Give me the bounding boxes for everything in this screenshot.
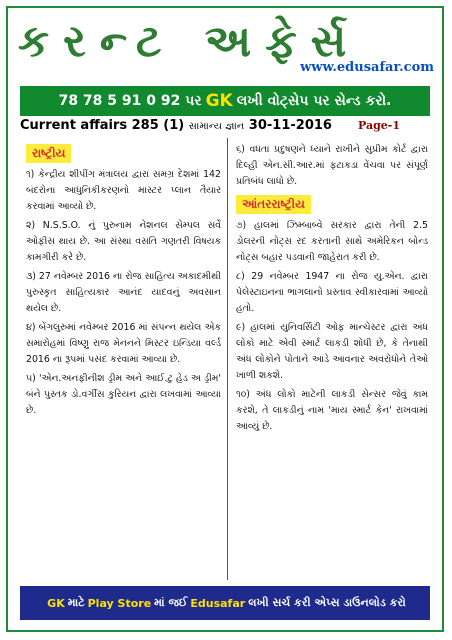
whatsapp-banner [20,86,430,116]
ca-date: 30-11-2016 [248,118,332,133]
ca-number: Current affairs 285 (1) [20,118,185,133]
meta-row [20,116,430,138]
banner-text-before: 78 78 5 91 0 92 પર [58,93,202,109]
page-number: Page-1 [357,119,400,132]
news-item: ૨) N.S.S.O. નું પુરુનામ નેશનલ સેમ્પલ સર્વે ઓફીસ થાય છે. આ સંસ્થા વસતિ ગણતરી વિષયક કામગીરી કરે છે. [26,220,221,263]
news-item: ૩) 27 નવેમ્બર 2016 ના રોજ સાહિત્ય અકાદમીથી પુરુસ્કૃત સાહિત્યકાર આનંદ યાદવનું અવસાન થયેલ છે. [26,271,221,314]
banner-gk: GK [205,91,233,111]
ca-subject: સામાન્ય જ્ઞાન [188,121,245,132]
website-link[interactable]: www.edusafar.com [300,60,434,75]
left-column [20,138,228,580]
national-heading: રાષ્ટ્રીય [26,144,71,163]
news-item: ૯) હાલમાં યુનિવર્સિટી ઓફ માન્ચેસ્ટર દ્વારા અંધ લોકો માટે એવી સ્માર્ટ લાકડી શોધી છે, કે તેનાથી અંધ લોકોને પોતાને આડે આવનાર અવરોધોને તેઓ ખાળી શકશે. [236,322,428,381]
news-item: ૧) કેન્દ્રીય શીપીંગ મંત્રાલય દ્વારા સમગ્ર દેશમાં 142 બંદરોના આધુનિકીકરણનો માસ્ટર પ્લાન તૈયાર કરવામાં આવ્યો છે. [26,169,221,212]
news-item: ૬) વધતા પ્રદુષણને ધ્યાને રાખીને સુપ્રીમ કોર્ટ દ્વારા દિલ્હી એન.સી.આર.માં ફટાકડા વેંચવા પર સંપૂર્ણ પ્રતિબંધ લાધો છે. [236,144,428,187]
footer-banner[interactable] [20,586,430,620]
footer-text-1: માટે [67,596,85,609]
news-item: ૧૦) અંધ લોકો માટેની લાકડી સેન્સર જેવું કામ કરશે, તે લાકડીનું નામ 'માય સ્માર્ટ કેન' રાખવામાં આવ્યું છે. [236,389,428,432]
news-item: ૮) 29 નવેમ્બર 1947 ના રોજ યુ.એન. દ્વારા પેલેસ્ટાઇનના ભાગલાનો પ્રસ્તાવ સ્વીકારવામાં આવ્યો હતો. [236,271,428,314]
news-item: ૫) 'એન.અનફીનીશ ડ્રીમ અને આઈ.ટુ હેડ અ ડ્રીમ' બંને પુસ્તક ડો.વર્ગીસ કુરિયન દ્વારા લખવામાં આવ્યા છે. [26,373,221,416]
page-title: કરન્ટ અફેર્સ [18,16,361,67]
news-item: ૭) હાલમાં ઝિમ્બાબ્વે સરકાર દ્વારા તેની 2.5 ડોલરની નોટ્સ રદ કરતાની સાથે અમેરિકન બોન્ડ નોટ્સ બહાર પડવાની જાહેરાત કરી છે. [236,220,428,263]
current-affairs-label [20,118,332,133]
news-item: ૪) બેંગલુરુમાં નવેમ્બર 2016 માં સંપન્ન થયેલ એક સમારોહમાં વિષ્ણુ રાજ મેનનને મિસ્ટર ઇન્ડિયા વર્લ્ડ 2016 ના રૂપમાં પસંદ કરવામાં આવ્યા છે. [26,322,221,365]
international-heading: આંતરરાષ્ટ્રીય [236,195,311,214]
banner-text-after: લખી વોટ્સેપ પર સેન્ડ કરો. [236,93,392,109]
right-column [230,138,434,580]
footer-text-2: માં જઈ [154,596,188,609]
footer-play-store: Play Store [87,596,152,610]
footer-gk: GK [47,596,65,610]
footer-text-3: લખી સર્ચ કરી એપ્સ ડાઉનલોડ કરો [248,596,406,609]
page-frame [6,6,444,632]
footer-brand: Edusafar [190,596,246,610]
